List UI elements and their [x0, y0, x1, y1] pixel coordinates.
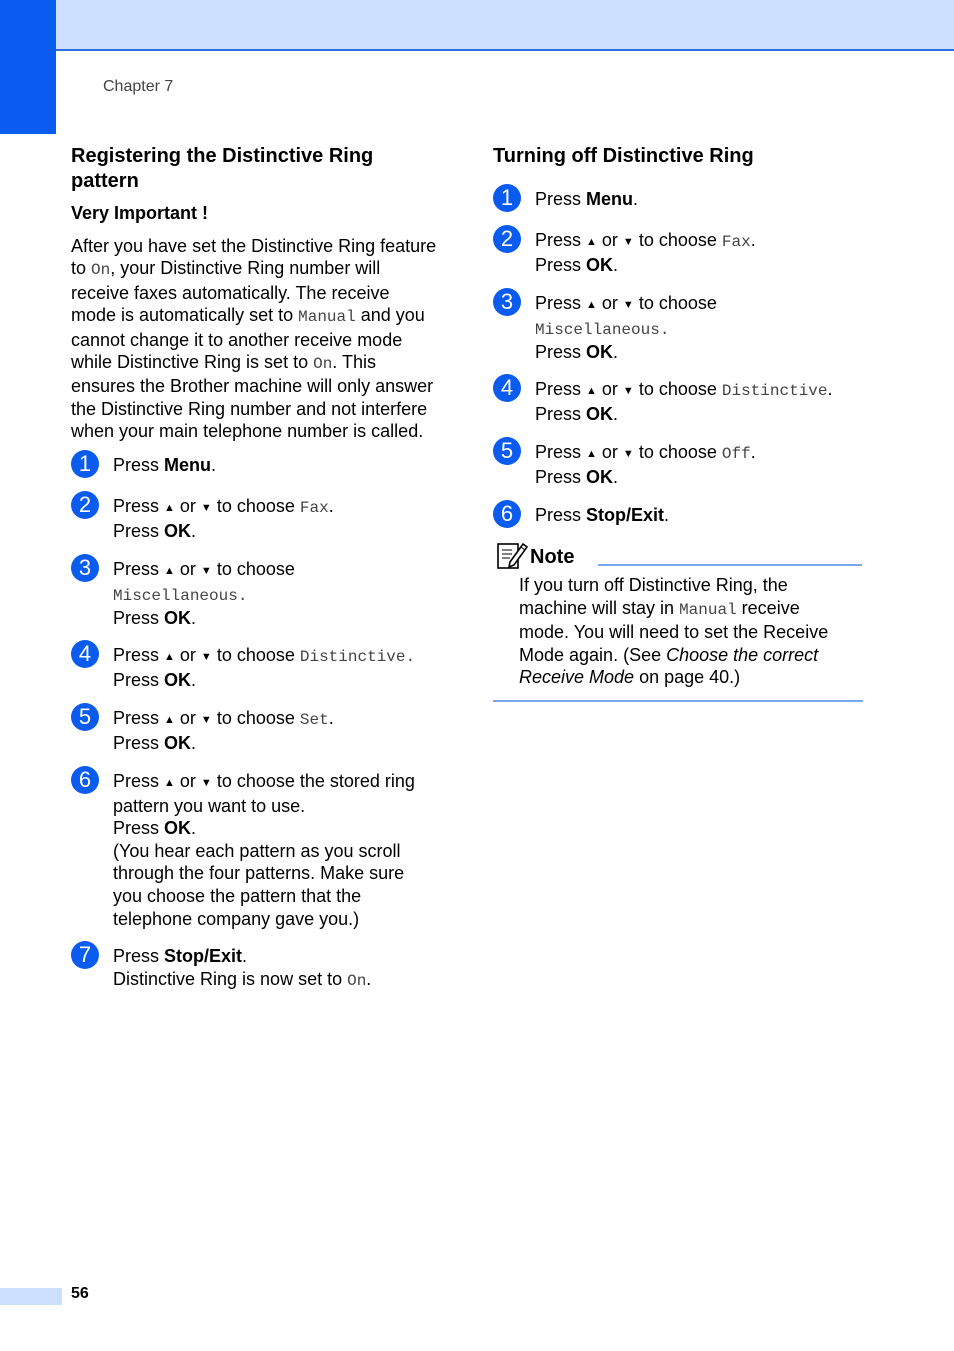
- note-pencil-icon: [496, 540, 528, 570]
- down-arrow-icon: ▼: [200, 502, 212, 514]
- right-step-2: 2 Press ▲ or ▼ to choose Fax. Press OK.: [493, 229, 865, 276]
- step-number-icon: 1: [71, 450, 99, 478]
- down-arrow-icon: ▼: [622, 236, 634, 248]
- up-arrow-icon: ▲: [586, 448, 597, 460]
- page-number: 56: [71, 1285, 89, 1302]
- note-box: [493, 540, 863, 702]
- section-heading-turn-off: Turning off Distinctive Ring: [493, 145, 754, 167]
- step-number-icon: 7: [71, 941, 99, 969]
- left-step-4: 4 Press ▲ or ▼ to choose Distinctive. Press OK.: [71, 644, 443, 691]
- step-number-icon: 4: [493, 374, 521, 402]
- right-step-3: 3 Press ▲ or ▼ to choose Miscellaneous. Press OK.: [493, 292, 865, 364]
- left-step-2: 2 Press ▲ or ▼ to choose Fax. Press OK.: [71, 495, 443, 542]
- note-divider: [598, 564, 862, 566]
- down-arrow-icon: ▼: [622, 299, 634, 311]
- left-step-3: 3 Press ▲ or ▼ to choose Miscellaneous. Press OK.: [71, 558, 443, 630]
- right-step-1: 1 Press Menu.: [493, 188, 865, 211]
- left-step-6: 6 Press ▲ or ▼ to choose the stored ring pattern you want to use. Press OK. (You hear each pattern as you scroll through the four patterns. Make sure you choose the pattern that the telephone company gave you.): [71, 770, 443, 930]
- up-arrow-icon: ▲: [164, 777, 175, 789]
- left-step-1: 1 Press Menu.: [71, 454, 443, 477]
- down-arrow-icon: ▼: [200, 714, 212, 726]
- header-bar: [0, 0, 954, 51]
- down-arrow-icon: ▼: [622, 448, 634, 460]
- step-number-icon: 3: [71, 554, 99, 582]
- very-important-heading: Very Important !: [71, 203, 209, 223]
- left-step-5: 5 Press ▲ or ▼ to choose Set. Press OK.: [71, 707, 443, 754]
- note-title: Note: [530, 546, 575, 568]
- step-number-icon: 3: [493, 288, 521, 316]
- up-arrow-icon: ▲: [586, 236, 597, 248]
- down-arrow-icon: ▼: [622, 385, 634, 397]
- up-arrow-icon: ▲: [586, 385, 597, 397]
- step-number-icon: 5: [71, 703, 99, 731]
- footer-bar: [0, 1288, 62, 1305]
- section-heading-register: Registering the Distinctive Ring pattern: [71, 145, 374, 192]
- right-step-5: 5 Press ▲ or ▼ to choose Off. Press OK.: [493, 441, 865, 488]
- down-arrow-icon: ▼: [200, 651, 212, 663]
- right-step-4: 4 Press ▲ or ▼ to choose Distinctive. Press OK.: [493, 378, 865, 425]
- note-text: If you turn off Distinctive Ring, the machine will stay in Manual receive mode. You will need to set the Receive Mode again. (See Choose the correct Receive Mode on page 40.): [519, 575, 829, 688]
- step-number-icon: 2: [71, 491, 99, 519]
- step-number-icon: 2: [493, 225, 521, 253]
- up-arrow-icon: ▲: [164, 714, 175, 726]
- up-arrow-icon: ▲: [164, 565, 175, 577]
- left-step-7: 7 Press Stop/Exit. Distinctive Ring is now set to On.: [71, 945, 443, 992]
- step-number-icon: 1: [493, 184, 521, 212]
- up-arrow-icon: ▲: [586, 299, 597, 311]
- intro-paragraph: After you have set the Distinctive Ring feature to On, your Distinctive Ring number will receive faxes automatically. The receive mode is automatically set to Manual and you cannot change it to another receive mode while Distinctive Ring is set to On. This ensures the Brother machine will only answer the Distinctive Ring number and not interfere when your main telephone number is called.: [71, 236, 437, 442]
- step-number-icon: 4: [71, 640, 99, 668]
- up-arrow-icon: ▲: [164, 651, 175, 663]
- down-arrow-icon: ▼: [200, 565, 212, 577]
- up-arrow-icon: ▲: [164, 502, 175, 514]
- chapter-tab: [0, 0, 56, 134]
- step-number-icon: 6: [71, 766, 99, 794]
- step-number-icon: 6: [493, 500, 521, 528]
- right-step-6: 6 Press Stop/Exit.: [493, 504, 865, 527]
- step-number-icon: 5: [493, 437, 521, 465]
- chapter-label: Chapter 7: [103, 78, 174, 95]
- down-arrow-icon: ▼: [200, 777, 212, 789]
